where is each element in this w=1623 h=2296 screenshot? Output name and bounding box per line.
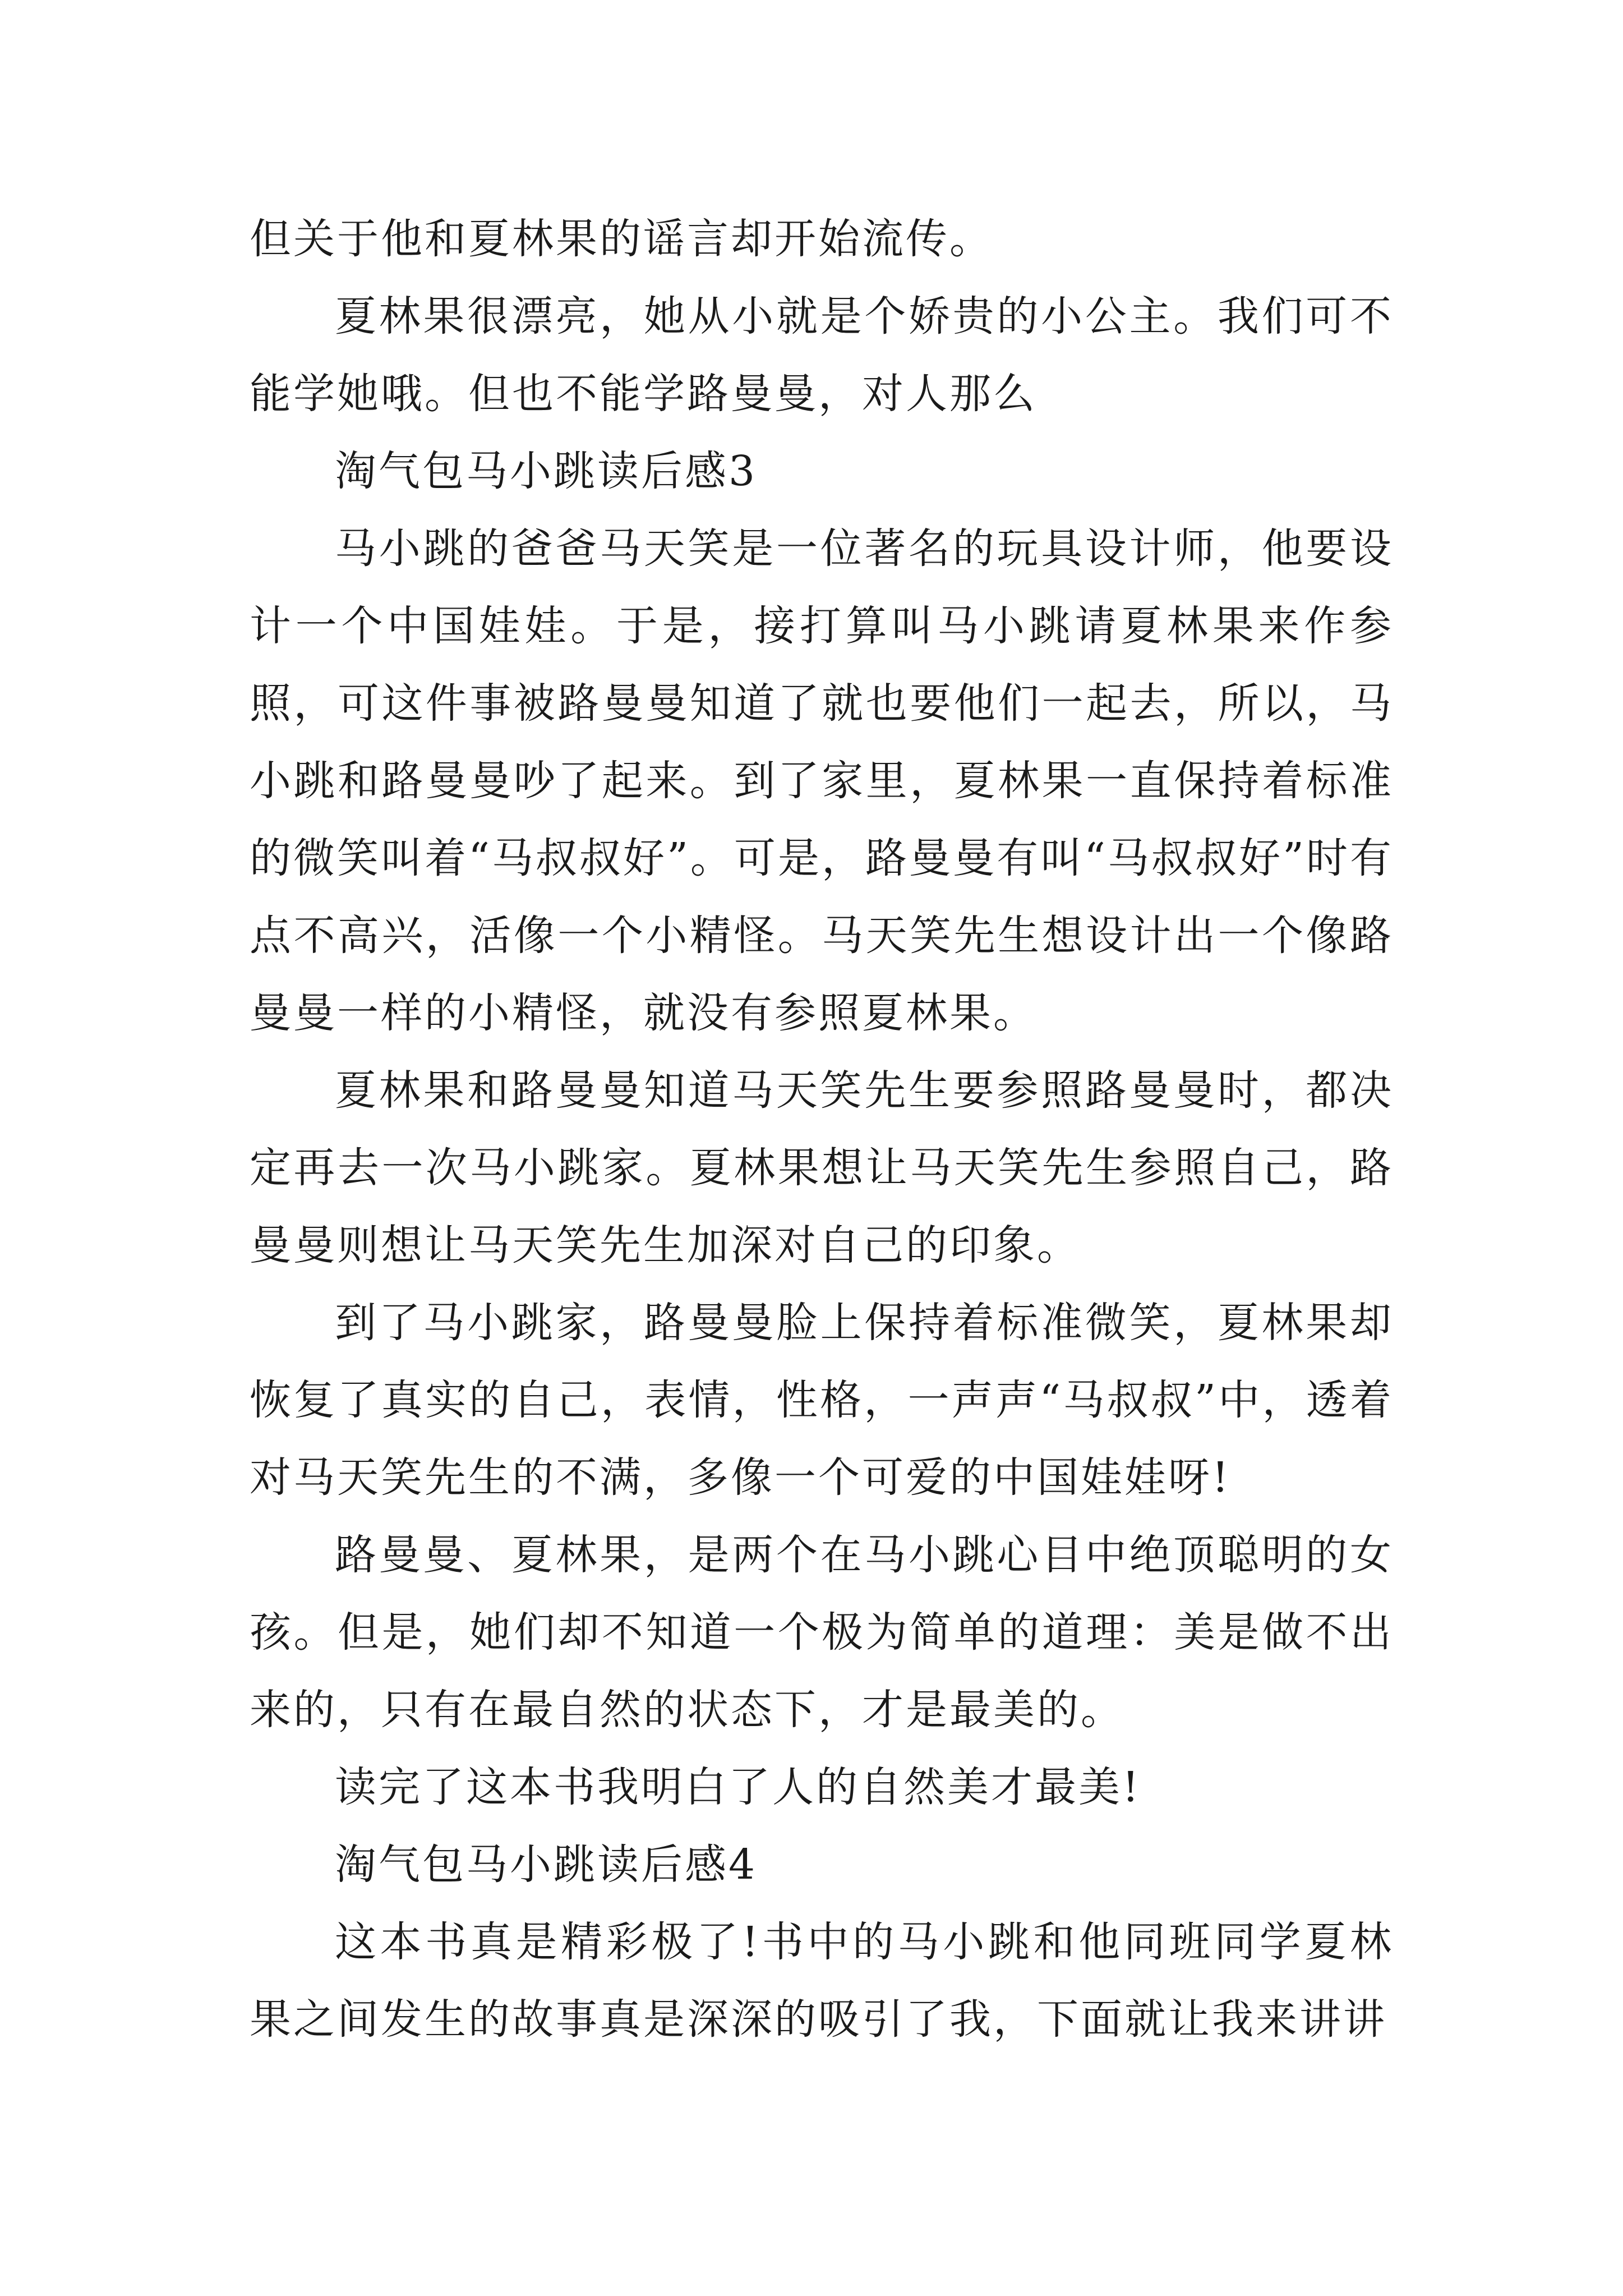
paragraph: 马小跳的爸爸马天笑是一位著名的玩具设计师，他要设计一个中国娃娃。于是，接打算叫马小跳请夏林果来作参照，可这件事被路曼曼知道了就也要他们一起去，所以，马小跳和路曼曼吵了起来。到了家里，夏林果一直保持着标准的微笑叫着“马叔叔好”。可是，路曼曼有叫“马叔叔好”时有点不高兴，活像一个小精怪。马天笑先生想设计出一个像路曼曼一样的小精怪，就没有参照夏林果。 (250, 524, 1394, 1037)
paragraph: 路曼曼、夏林果，是两个在马小跳心目中绝顶聪明的女孩。但是，她们却不知道一个极为简单的道理：美是做不出来的，只有在最自然的状态下，才是最美的。 (250, 1531, 1394, 1734)
paragraph: 夏林果和路曼曼知道马天笑先生要参照路曼曼时，都决定再去一次马小跳家。夏林果想让马天笑先生参照自己，路曼曼则想让马天笑先生加深对自己的印象。 (250, 1066, 1394, 1269)
paragraph: 夏林果很漂亮，她从小就是个娇贵的小公主。我们可不能学她哦。但也不能学路曼曼，对人那么 (250, 292, 1394, 418)
section-heading: 淘气包马小跳读后感3 (335, 447, 758, 495)
paragraph-continuation: 但关于他和夏林果的谣言却开始流传。 (250, 215, 993, 263)
document-body (250, 200, 1394, 2058)
paragraph: 到了马小跳家，路曼曼脸上保持着标准微笑，夏林果却恢复了真实的自己，表情，性格，一声声“马叔叔”中，透着对马天笑先生的不满，多像一个可爱的中国娃娃呀! (250, 1299, 1394, 1502)
section-heading: 淘气包马小跳读后感4 (335, 1841, 758, 1889)
paragraph: 这本书真是精彩极了!书中的马小跳和他同班同学夏林果之间发生的故事真是深深的吸引了我，下面就让我来讲讲 (250, 1918, 1394, 2044)
paragraph: 读完了这本书我明白了人的自然美才最美! (335, 1763, 1141, 1811)
